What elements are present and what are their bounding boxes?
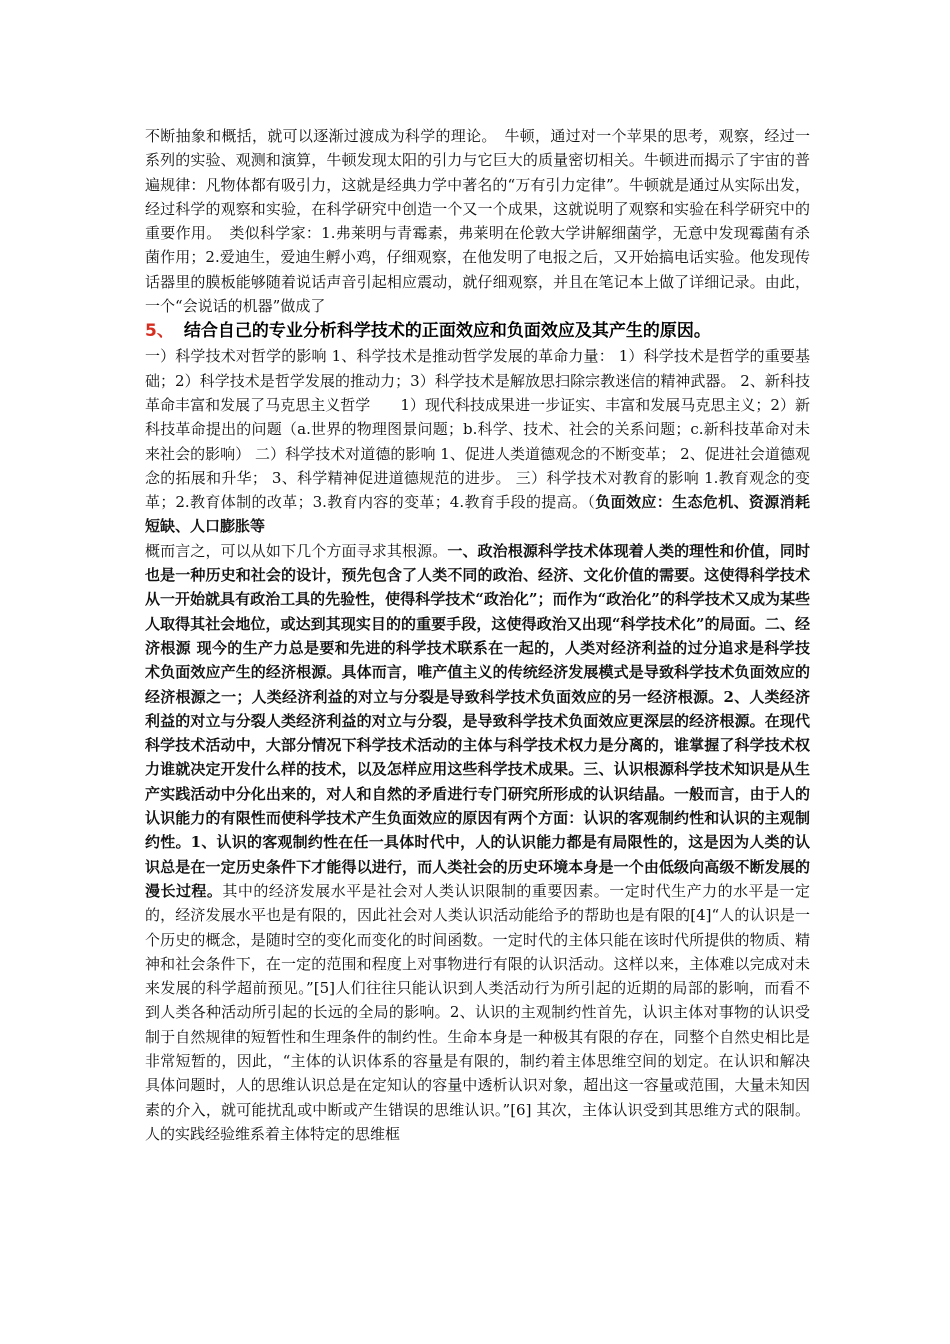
negative-effects-summary: 负面效应：生态危机、资源消耗短缺、人口膨胀等: [145, 493, 810, 536]
document-page: [145, 124, 810, 1146]
section-title: 结合自己的专业分析科学技术的正面效应和负面效应及其产生的原因。: [183, 321, 711, 342]
paragraph-positive-effects: [145, 344, 810, 538]
positive-effects-text: 一）科学技术对哲学的影响 1、科学技术是推动哲学发展的革命力量： 1）科学技术是哲学的重要基础；2）科学技术是哲学发展的推动力；3）科学技术是解放思扫除宗教迷信的精神武器。 2、新科技革命丰富和发展了马克思主义哲学 1）现代科技成果进一步证实、丰富和发展马克思主义；2）新科技革命提出的问题（a.世界的物理图景问题；b.科学、技术、社会的关系问题；c.新科技革命对未来社会的影响） 二）科学技术对道德的影响 1、促进人类道德观念的不断变革； 2、促进社会道德观念的拓展和升华； 3、科学精神促进道德规范的进步。 三）科学技术对教育的影响 1.教育观念的变革；2.教育体制的改革；3.教育内容的变革；4.教育手段的提高。（: [145, 347, 810, 512]
section-number: 5、: [145, 321, 174, 342]
root-causes-bold: 一、政治根源科学技术体现着人类的理性和价值，同时也是一种历史和社会的设计，预先包含了人类不同的政治、经济、文化价值的需要。这使得科学技术从一开始就具有政治工具的先验性，使得科学技术“政治化”；而作为“政治化”的科学技术又成为某些人取得其社会地位，或达到其现实目的的重要手段，这使得政治又出现“科学技术化”的局面。二、经济根源 现今的生产力总是要和先进的科学技术联系在一起的，人类对经济利益的过分追求是科学技术负面效应产生的经济根源。具体而言，唯产值主义的传统经济发展模式是导致科学技术负面效应的经济根源之一；人类经济利益的对立与分裂是导致科学技术负面效应的另一经济根源。2、人类经济利益的对立与分裂人类经济利益的对立与分裂，是导致科学技术负面效应更深层的经济根源。在现代科学技术活动中，大部分情况下科学技术活动的主体与科学技术权力是分离的，谁掌握了科学技术权力谁就决定开发什么样的技术，以及怎样应用这些科学技术成果。三、认识根源科学技术知识是从生产实践活动中分化出来的，对人和自然的矛盾进行专门研究所形成的认识结晶。一般而言，由于人的认识能力的有限性而使科学技术产生负面效应的原因有两个方面：认识的客观制约性和认识的主观制约性。1、认识的客观制约性在任一具体时代中，人的认识能力都是有局限性的，这是因为人类的认识总是在一定历史条件下才能得以进行，而人类社会的历史环境本身是一个由低级向高级不断发展的漫长过程。: [145, 541, 810, 900]
root-causes-rest: 其中的经济发展水平是社会对人类认识限制的重要因素。一定时代生产力的水平是一定的，经济发展水平也是有限的，因此社会对人类认识活动能给予的帮助也是有限的[4]“人的认识是一个历史的概念，是随时空的变化而变化的时间函数。一定时代的主体只能在该时代所提供的物质、精神和社会条件下，在一定的范围和程度上对事物进行有限的认识活动。这样以来，主体难以完成对未来发展的科学超前预见。”[5]人们往往只能认识到人类活动行为所引起的近期的局部的影响，而看不到人类各种活动所引起的长远的全局的影响。2、认识的主观制约性首先，认识主体对事物的认识受制于自然规律的短暂性和生理条件的制约性。生命本身是一种极其有限的存在，同整个自然史相比是非常短暂的，因此，“主体的认识体系的容量是有限的，制约着主体思维空间的划定。在认识和解决具体问题时，人的思维认识总是在定知认的容量中透析认识对象，超出这一容量或范围，大量未知因素的介入，就可能扰乱或中断或产生错误的思维认识。”[6] 其次，主体认识受到其思维方式的限制。人的实践经验维系着主体特定的思维框: [145, 881, 810, 1143]
section-heading: [145, 318, 810, 344]
root-causes-intro: 概而言之，可以从如下几个方面寻求其根源。: [145, 541, 448, 560]
paragraph-root-causes: [145, 539, 810, 1146]
paragraph-newton: 不断抽象和概括，就可以逐渐过渡成为科学的理论。 牛顿，通过对一个苹果的思考，观察，经过一系列的实验、观测和演算，牛顿发现太阳的引力与它巨大的质量密切相关。牛顿进而揭示了宇宙的普遍规律：凡物体都有吸引力，这就是经典力学中著名的“万有引力定律”。牛顿就是通过从实际出发，经过科学的观察和实验，在科学研究中创造一个又一个成果，这就说明了观察和实验在科学研究中的重要作用。 类似科学家：1.弗莱明与青霉素，弗莱明在伦敦大学讲解细菌学，无意中发现霉菌有杀菌作用；2.爱迪生，爱迪生孵小鸡，仔细观察，在他发明了电报之后，又开始搞电话实验。他发现传话器里的膜板能够随着说话声音引起相应震动，就仔细观察，并且在笔记本上做了详细记录。由此，一个“会说话的机器”做成了: [145, 127, 810, 316]
